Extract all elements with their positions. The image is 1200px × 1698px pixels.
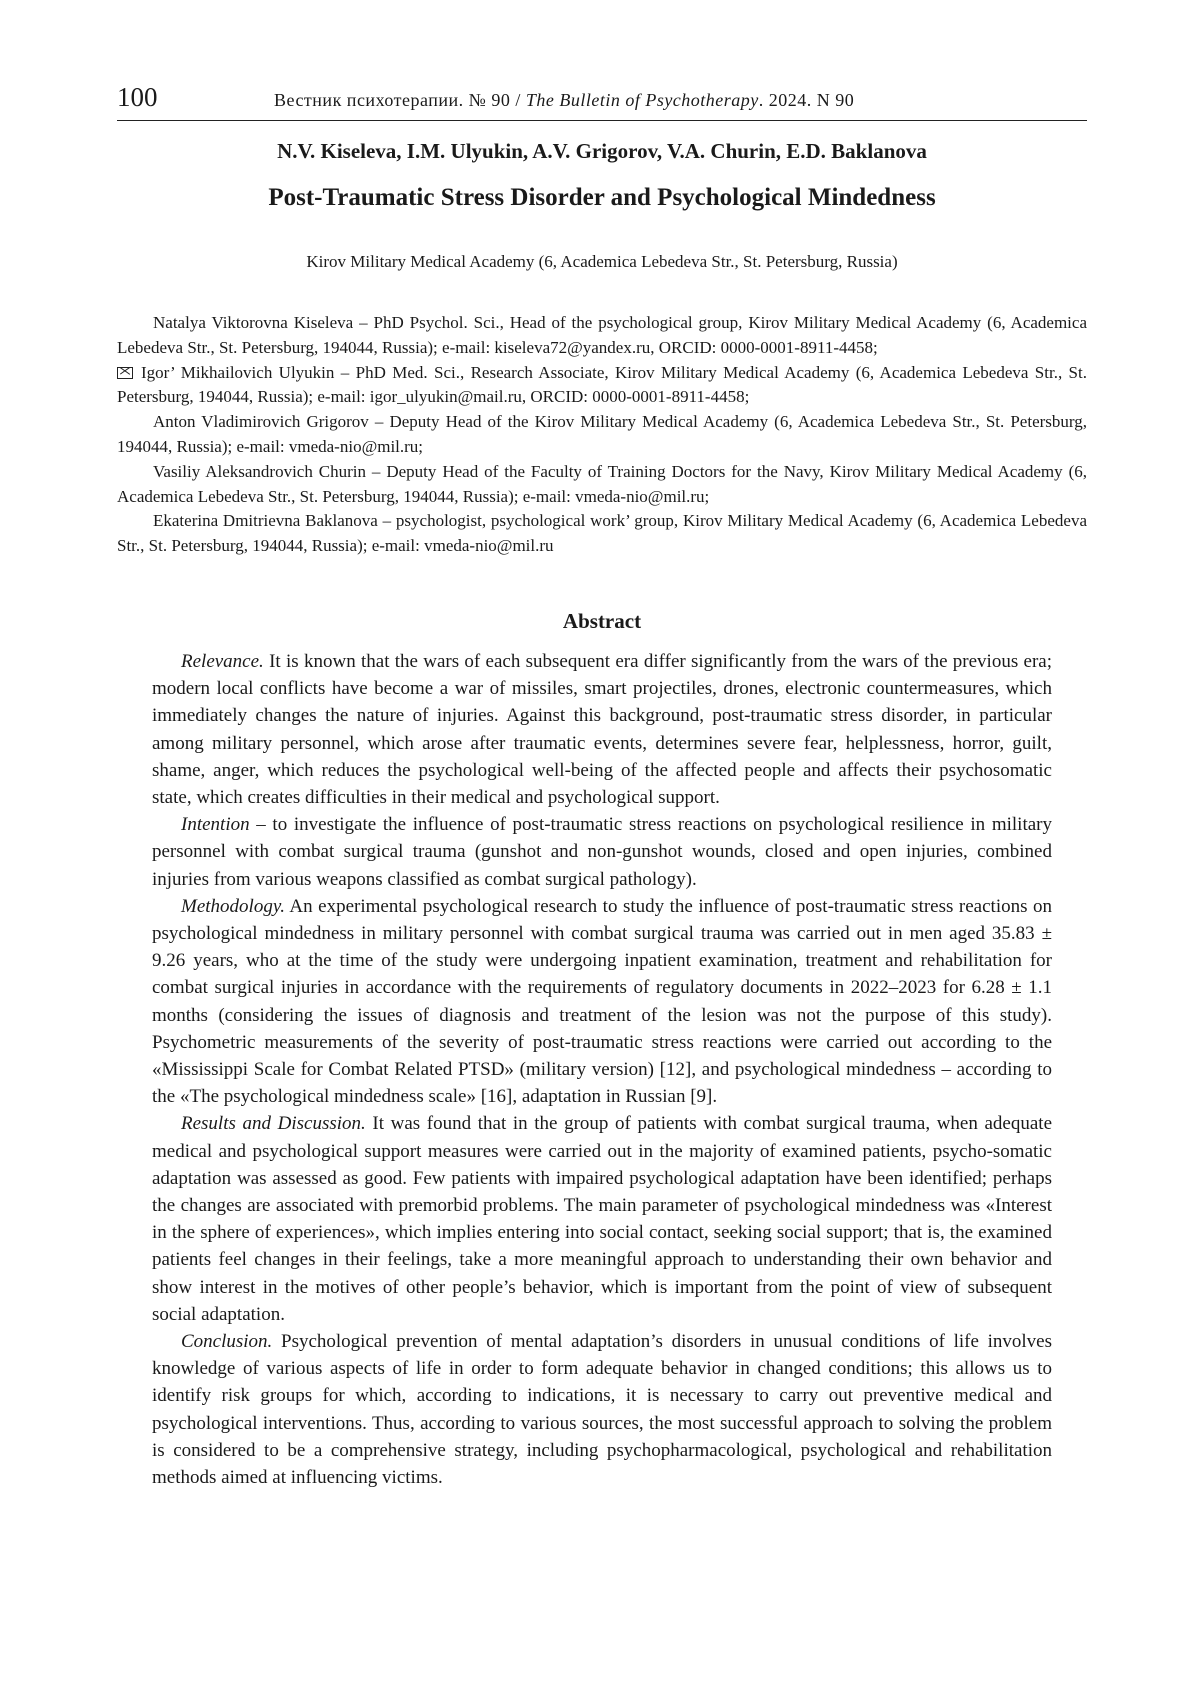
journal-year-issue: . 2024. N 90 [758, 90, 855, 110]
journal-title-russian: Вестник психотерапии. № 90 / [274, 90, 521, 110]
section-label: Results and Discussion. [181, 1113, 366, 1135]
article-affiliation: Kirov Military Medical Academy (6, Academica Lebedeva Str., St. Petersburg, Russia) [306, 252, 898, 271]
journal-title-english: The Bulletin of Psychotherapy [525, 90, 759, 110]
section-text: It is known that the wars of each subsequent era differ significantly from the wars of the previous era; modern local conflicts have become a war of missiles, smart projectiles, drones, electronic countermeasures, which immediately changes the nature of injuries. Against this background, post-traumatic stress disorder, in particular among military personnel, which arose after traumatic events, determines severe fear, helplessness, horror, guilt, shame, anger, which reduces the psychological well-being of the affected people and affects their psychosomatic state, which creates difficulties in their medical and psychological support. [152, 651, 1052, 809]
author-info-paragraph: Vasiliy Aleksandrovich Churin – Deputy Head of the Faculty of Training Doctors for the Navy, Kirov Military Medical Academy (6, Academica Lebedeva Str., St. Petersburg, 194044, Russia); e-mail: vmeda-nio@mil.ru; [117, 461, 1087, 506]
section-text: – to investigate the influence of post-traumatic stress reactions on psychological resilience in military personnel with combat surgical trauma (gunshot and non-gunshot wounds, closed and open injuries, combined injuries from various weapons classified as combat surgical pathology). [152, 814, 1052, 890]
section-label: Relevance. [181, 651, 264, 672]
page-number: 100 [117, 82, 158, 112]
abstract-relevance [152, 648, 1052, 811]
section-text: An experimental psychological research to study the influence of post-traumatic stress reactions on psychological mindedness in military personnel with combat surgical trauma was carried out in men aged 35.83 ± 9.26 years, who at the time of the study were undergoing inpatient examination, treatment and rehabilitation for combat surgical injuries in accordance with the requirements of regulatory documents in 2022–2023 for 6.28 ± 1.1 months (considering the issues of diagnosis and treatment of the lesion was not the purpose of this study). Psychometric measurements of the severity of post-traumatic stress reactions were carried out according to the «Mississippi Scale for Combat Related PTSD» (military version) [12], and psychological mindedness – according to the «The psychological mindedness scale» [16], adaptation in Russian [9]. [152, 895, 1052, 1108]
section-label: Methodology. [181, 895, 285, 917]
section-text: Psychological prevention of mental adaptation’s disorders in unusual conditions of life involves knowledge of various aspects of life in order to form adequate behavior in changed conditions; this allows us to identify risk groups for which, according to indications, it is necessary to carry out preventive medical and psychological interventions. Thus, according to various sources, the most successful approach to solving the problem is considered to be a comprehensive strategy, including psychopharmacological, psychological and rehabilitation methods aimed at influencing victims. [152, 1331, 1052, 1489]
abstract-results [152, 1110, 1052, 1328]
article-authors: N.V. Kiseleva, I.M. Ulyukin, A.V. Grigorov, V.A. Churin, E.D. Baklanova [277, 139, 927, 163]
abstract-intention [152, 811, 1052, 893]
envelope-icon [117, 367, 133, 379]
section-label: Intention [181, 814, 250, 836]
author-info-text: Igor’ Mikhailovich Ulyukin – PhD Med. Sci., Research Associate, Kirov Military Medical Academy (6, Academica Lebedeva Str., St. Petersburg, 194044, Russia); e-mail: igor_ulyukin@mail.ru, ORCID: 0000-0001-8911-4458; [117, 362, 1087, 407]
section-label: Conclusion. [181, 1331, 273, 1353]
author-info-paragraph: Ekaterina Dmitrievna Baklanova – psychologist, psychological work’ group, Kirov Military Medical Academy (6, Academica Lebedeva Str., St. Petersburg, 194044, Russia); e-mail: vmeda-nio@mil.ru [117, 511, 1087, 556]
author-info-paragraph: Natalya Viktorovna Kiseleva – PhD Psychol. Sci., Head of the psychological group, Kirov Military Medical Academy (6, Academica Lebedeva Str., St. Petersburg, 194044, Russia); e-mail: kiseleva72@yandex.ru, ORCID: 0000-0001-8911-4458; [117, 313, 1087, 357]
running-header [117, 80, 1087, 121]
abstract-body [152, 648, 1052, 1491]
author-info-paragraph: Anton Vladimirovich Grigorov – Deputy Head of the Kirov Military Medical Academy (6, Academica Lebedeva Str., St. Petersburg, 194044, Russia); e-mail: vmeda-nio@mil.ru; [117, 412, 1087, 456]
journal-citation [274, 90, 854, 111]
abstract-methodology [152, 893, 1052, 1111]
abstract-heading: Abstract [562, 609, 642, 633]
author-information [117, 311, 1087, 559]
corresponding-author-paragraph [117, 361, 1087, 411]
section-text: It was found that in the group of patients with combat surgical trauma, when adequate medical and psychological support measures were carried out in the majority of examined patients, psycho-somatic adaptation was assessed as good. Few patients with impaired psychological adaptation have been identified; perhaps the changes are associated with premorbid problems. The main parameter of psychological mindedness was «Interest in the sphere of experiences», which implies entering into social contact, seeking social support; that is, the examined patients feel changes in their feelings, take a more meaningful approach to understanding their own behavior and show interest in the motives of other people’s behavior, which is important from the point of view of subsequent social adaptation. [152, 1113, 1052, 1325]
abstract-conclusion [152, 1328, 1052, 1491]
article-title: Post-Traumatic Stress Disorder and Psychological Mindedness [268, 184, 936, 211]
